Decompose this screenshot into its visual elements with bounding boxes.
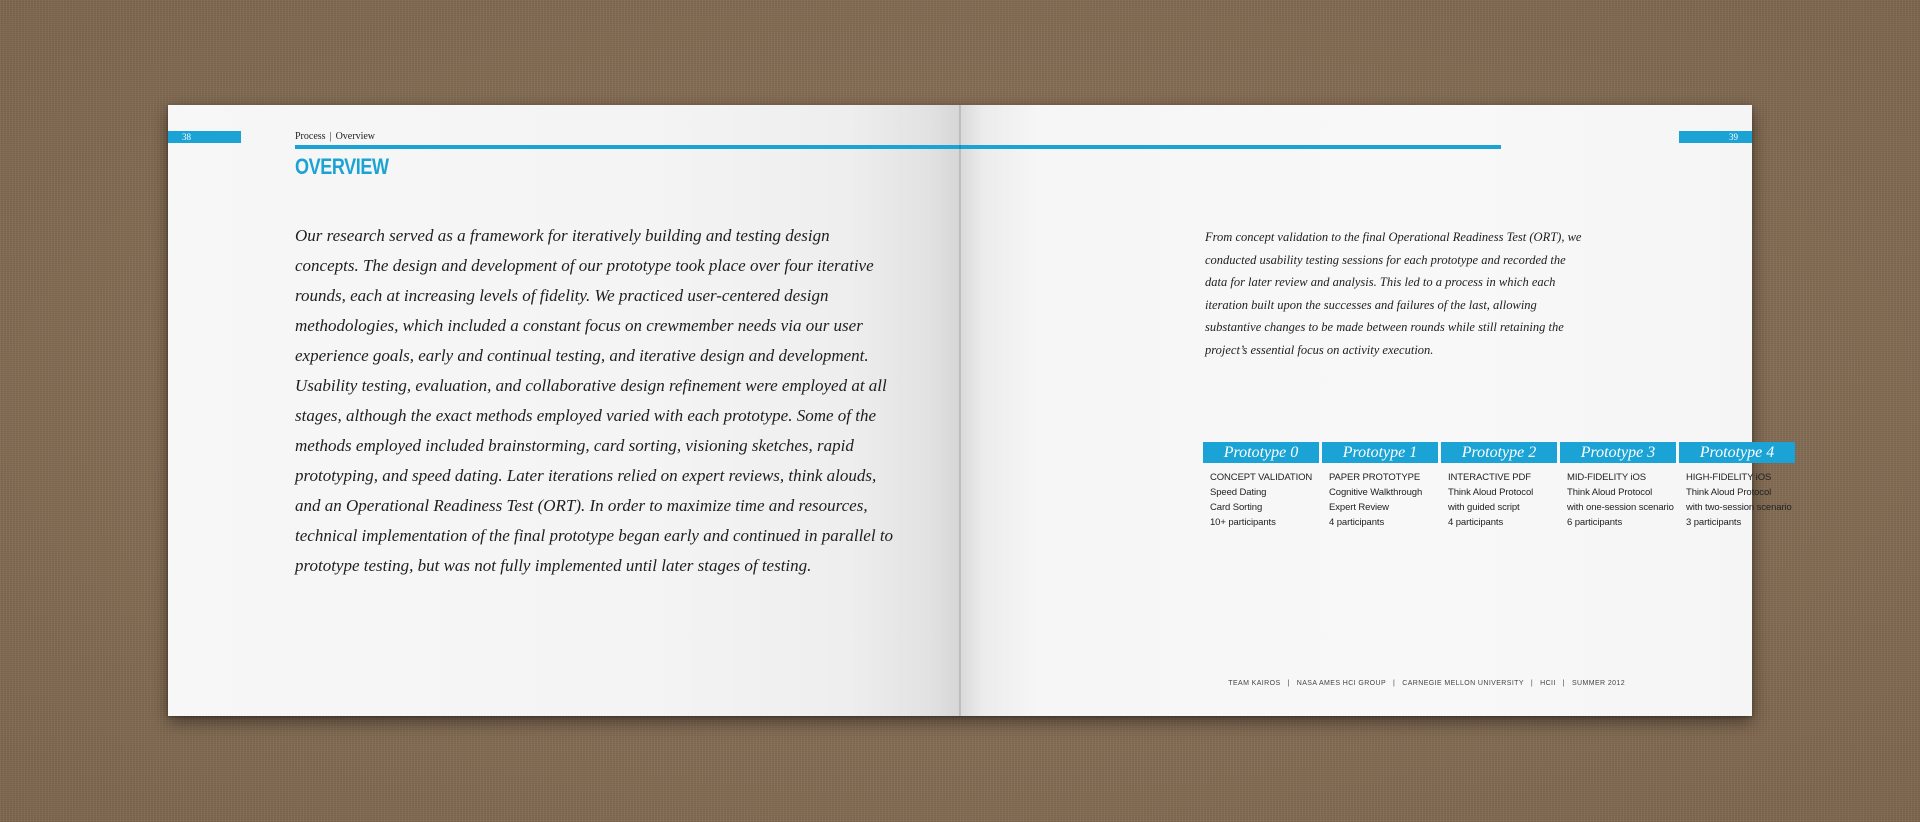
breadcrumb-subsection: Overview (335, 131, 376, 142)
page-footer (1228, 680, 1625, 687)
footer-separator: | (1287, 680, 1290, 687)
prototype-column (1322, 442, 1438, 530)
footer-item: SUMMER 2012 (1571, 680, 1625, 687)
page-number-left: 38 (182, 132, 191, 142)
footer-separator: | (1562, 680, 1565, 687)
breadcrumb-section: Process (295, 131, 326, 142)
header-rule-left (295, 145, 960, 149)
overview-body-text: Our research served as a framework for iteratively building and testing design concepts. The design and development of our prototype took place over four iterative rounds, each at increasing levels of fidelity. We practiced user-centered design methodologies, which included a constant focus on crewmember needs via our user experience goals, early and continual testing, and iterative design and development. Usability testing, evaluation, and collaborative design refinement were employed at all stages, although the exact methods employed varied with each prototype. Some of the methods employed included brainstorming, card sorting, visioning sketches, rapid prototyping, and speed dating. Later iterations relied on expert reviews, think alouds, and an Operational Readiness Test (ORT). In order to maximize time and resources, technical implementation of the final prototype began early and continued in parallel to prototype testing, but was not fully implemented until later stages of testing. (295, 226, 894, 575)
prototype-stage: HIGH-FIDELITY iOS (1686, 472, 1772, 483)
left-page (168, 105, 960, 716)
prototype-column (1203, 442, 1319, 530)
page-number-tab-left (168, 131, 241, 143)
footer-item: NASA AMES HCI GROUP (1296, 680, 1387, 687)
prototype-participants: 3 participants (1686, 517, 1742, 528)
prototype-method: Think Aloud Protocol (1448, 487, 1534, 498)
prototype-method: Speed Dating (1210, 487, 1267, 498)
open-book (168, 105, 1792, 716)
prototype-method: with one-session scenario (1567, 502, 1674, 513)
breadcrumb-separator: | (329, 131, 332, 142)
prototype-title: Prototype 3 (1560, 442, 1676, 463)
header-rule-right (960, 145, 1501, 149)
prototype-method: with guided script (1448, 502, 1520, 513)
footer-item: CARNEGIE MELLON UNIVERSITY (1402, 680, 1524, 687)
prototype-participants: 10+ participants (1210, 517, 1276, 528)
prototype-title: Prototype 2 (1441, 442, 1557, 463)
right-page (960, 105, 1792, 716)
breadcrumb (295, 131, 375, 143)
prototype-column (1679, 442, 1795, 530)
prototype-title: Prototype 4 (1679, 442, 1795, 463)
prototype-title: Prototype 1 (1322, 442, 1438, 463)
page-number-right: 39 (1729, 132, 1738, 142)
prototype-method: Think Aloud Protocol (1686, 487, 1772, 498)
prototype-stage: PAPER PROTOTYPE (1329, 472, 1421, 483)
prototype-method: Think Aloud Protocol (1567, 487, 1653, 498)
prototype-participants: 4 participants (1329, 517, 1385, 528)
footer-item: HCII (1540, 680, 1556, 687)
prototype-stage: INTERACTIVE PDF (1448, 472, 1531, 483)
book-spine (959, 105, 961, 716)
prototype-method: Cognitive Walkthrough (1329, 487, 1423, 498)
footer-item: TEAM KAIROS (1228, 680, 1281, 687)
prototype-stage: CONCEPT VALIDATION (1210, 472, 1313, 483)
prototype-title: Prototype 0 (1203, 442, 1319, 463)
footer-separator: | (1530, 680, 1534, 687)
prototype-timeline (1203, 442, 1793, 542)
page-number-tab-right (1679, 131, 1752, 143)
prototype-column (1441, 442, 1557, 530)
page-title: OVERVIEW (295, 154, 389, 179)
prototype-method: Card Sorting (1210, 502, 1263, 513)
prototype-stage: MID-FIDELITY iOS (1567, 472, 1646, 483)
prototype-method: with two-session scenario (1686, 502, 1792, 513)
intro-text: From concept validation to the final Operational Readiness Test (ORT), we conducted usability testing sessions for each prototype and recorded the data for later review and analysis. This led to a process in which each iteration built upon the successes and failures of the last, allowing substantive changes to be made between rounds while still retaining the project’s essential focus on activity execution. (1205, 230, 1582, 357)
footer-separator: | (1393, 680, 1396, 687)
prototype-participants: 4 participants (1448, 517, 1504, 528)
prototype-column (1560, 442, 1676, 530)
prototype-participants: 6 participants (1567, 517, 1623, 528)
prototype-method: Expert Review (1329, 502, 1389, 513)
